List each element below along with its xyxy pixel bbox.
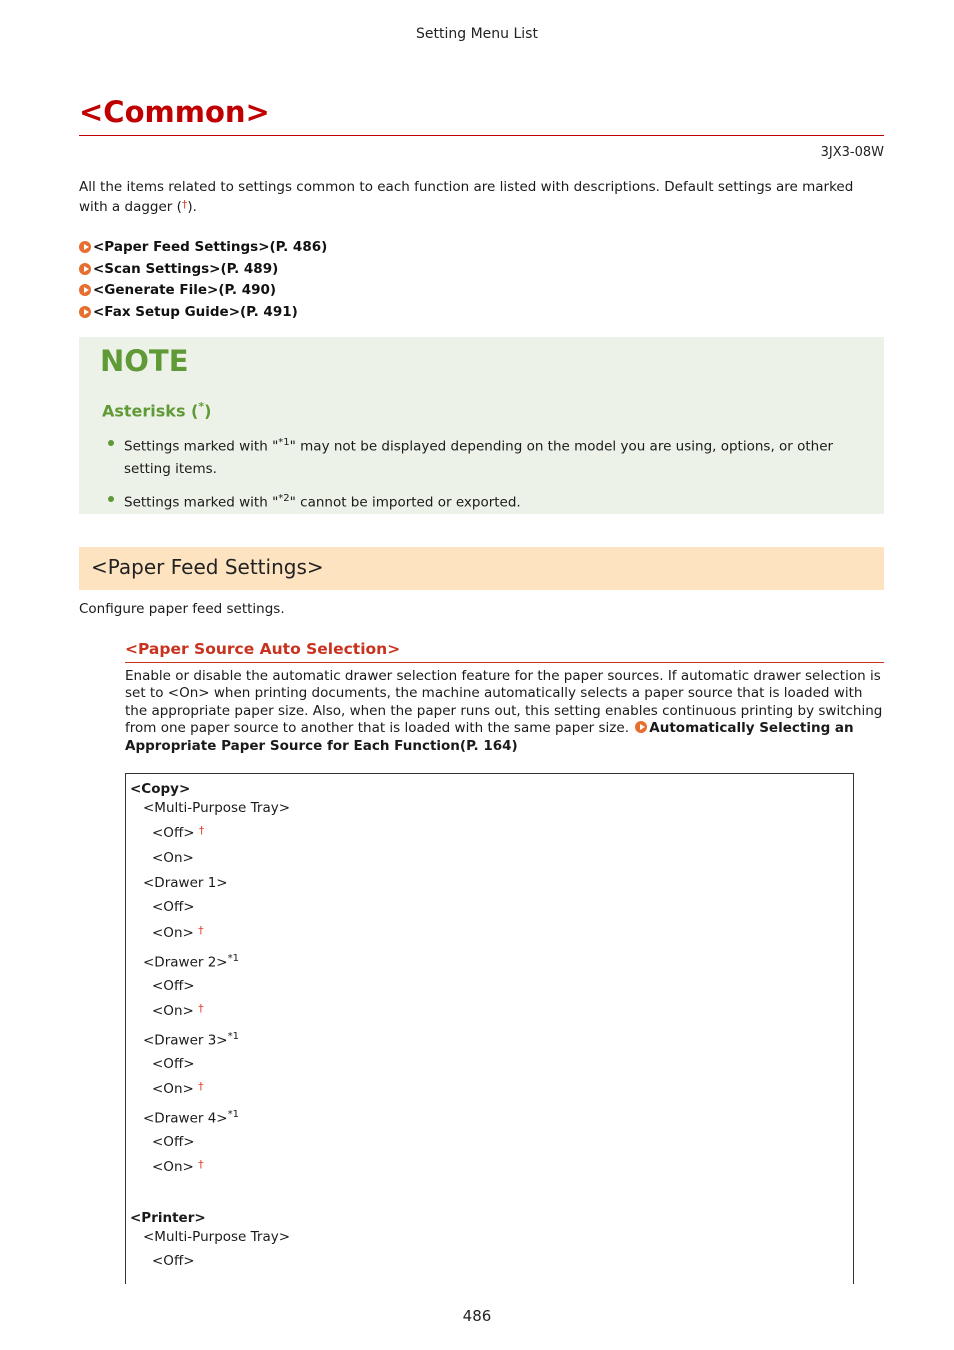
bullet-pre: Settings marked with " bbox=[124, 438, 279, 455]
subsection-rule bbox=[125, 662, 884, 663]
section-links bbox=[79, 236, 327, 323]
tree-option: <On> † bbox=[152, 924, 204, 941]
tree-category: <Printer> bbox=[130, 1210, 206, 1226]
section-description: Configure paper feed settings. bbox=[79, 601, 285, 617]
link-label: <Fax Setup Guide>(P. 491) bbox=[93, 303, 298, 320]
tree-option: <Off> † bbox=[152, 824, 205, 841]
footnote-mark: *1 bbox=[227, 953, 239, 964]
tree-category: <Copy> bbox=[130, 781, 191, 797]
bullet-post: " cannot be imported or exported. bbox=[289, 494, 521, 510]
bullet-sup: *2 bbox=[278, 492, 290, 504]
bullet-dot-icon bbox=[108, 440, 114, 446]
section-title: <Paper Feed Settings> bbox=[91, 555, 324, 579]
note-bullet bbox=[108, 488, 848, 514]
title-rule bbox=[79, 135, 884, 136]
note-title: NOTE bbox=[100, 344, 189, 378]
footnote-mark: *1 bbox=[227, 1109, 239, 1120]
bullet-sup: *1 bbox=[278, 437, 290, 448]
note-bullet bbox=[108, 432, 848, 480]
tree-option: <On> † bbox=[152, 1002, 204, 1019]
intro-text: All the items related to settings common to each function are listed with descriptions. Default settings are marked with a dagger ( bbox=[79, 179, 854, 215]
arrow-right-icon bbox=[635, 721, 647, 733]
tree-item: <Drawer 1> bbox=[143, 875, 228, 891]
link-label: <Scan Settings>(P. 489) bbox=[93, 260, 279, 277]
arrow-right-icon bbox=[79, 306, 91, 318]
tree-item: <Multi-Purpose Tray> bbox=[143, 1229, 291, 1245]
asterisk-mark: * bbox=[198, 400, 205, 413]
tree-option: <Off> bbox=[152, 1253, 195, 1269]
tree-item: <Drawer 2>$^{*1}$ bbox=[143, 953, 239, 971]
settings-tree-box bbox=[125, 773, 854, 1284]
tree-item: <Multi-Purpose Tray> bbox=[143, 800, 291, 816]
link-fax-setup-guide[interactable] bbox=[79, 301, 327, 323]
dagger-mark: † bbox=[198, 1080, 204, 1093]
tree-option: <On> † bbox=[152, 1158, 204, 1175]
tree-item: <Drawer 4>$^{*1}$ bbox=[143, 1109, 239, 1127]
footnote-mark: *1 bbox=[227, 1031, 239, 1042]
bullet-pre: Settings marked with " bbox=[124, 494, 279, 510]
page-title: <Common> bbox=[79, 95, 270, 129]
bullet-post: " may not be displayed depending on the model you are using, options, or other setting items. bbox=[124, 438, 834, 477]
running-head: Setting Menu List bbox=[416, 26, 538, 42]
arrow-right-icon bbox=[79, 263, 91, 275]
tree-option: <Off> bbox=[152, 899, 195, 915]
subsection-description bbox=[125, 668, 885, 755]
link-generate-file[interactable] bbox=[79, 279, 327, 301]
dagger-mark: † bbox=[198, 1002, 204, 1015]
tree-option: <On> † bbox=[152, 1080, 204, 1097]
tree-option: <Off> bbox=[152, 978, 195, 994]
intro-paragraph bbox=[79, 179, 885, 216]
arrow-right-icon bbox=[79, 241, 91, 253]
dagger-mark: † bbox=[198, 924, 204, 937]
tree-option: <On> bbox=[152, 850, 194, 866]
dagger-mark: † bbox=[198, 824, 205, 837]
link-scan-settings[interactable] bbox=[79, 258, 327, 280]
intro-close: ). bbox=[187, 199, 197, 215]
page-number: 486 bbox=[462, 1307, 492, 1325]
tree-item: <Drawer 3>$^{*1}$ bbox=[143, 1031, 239, 1049]
document-id: 3JX3-08W bbox=[820, 145, 884, 160]
tree-option: <Off> bbox=[152, 1056, 195, 1072]
reference-link[interactable]: Automatically Selecting an Appropriate Paper Source for Each Function(P. 164) bbox=[125, 720, 854, 754]
note-subtitle-text: Asterisks ( bbox=[102, 401, 199, 421]
note-bullets bbox=[108, 432, 848, 521]
dagger-mark: † bbox=[181, 198, 188, 211]
subsection-text: Enable or disable the automatic drawer selection feature for the paper sources. If automatic drawer selection is set to <On> when printing documents, the machine automatically selects a paper source that is loaded with the appropriate paper size. Also, when the paper runs out, this setting enables continuous printing by switching from one paper source to another that is loaded with the same paper size. bbox=[125, 668, 883, 737]
link-paper-feed-settings[interactable] bbox=[79, 236, 327, 258]
link-label: <Generate File>(P. 490) bbox=[93, 282, 277, 299]
note-subtitle-close: ) bbox=[204, 401, 212, 421]
dagger-mark: † bbox=[198, 1158, 204, 1171]
note-subtitle bbox=[102, 400, 211, 420]
arrow-right-icon bbox=[79, 284, 91, 296]
subsection-title: <Paper Source Auto Selection> bbox=[125, 640, 401, 658]
link-label: <Paper Feed Settings>(P. 486) bbox=[93, 238, 328, 255]
tree-option: <Off> bbox=[152, 1134, 195, 1150]
bullet-dot-icon bbox=[108, 496, 114, 502]
